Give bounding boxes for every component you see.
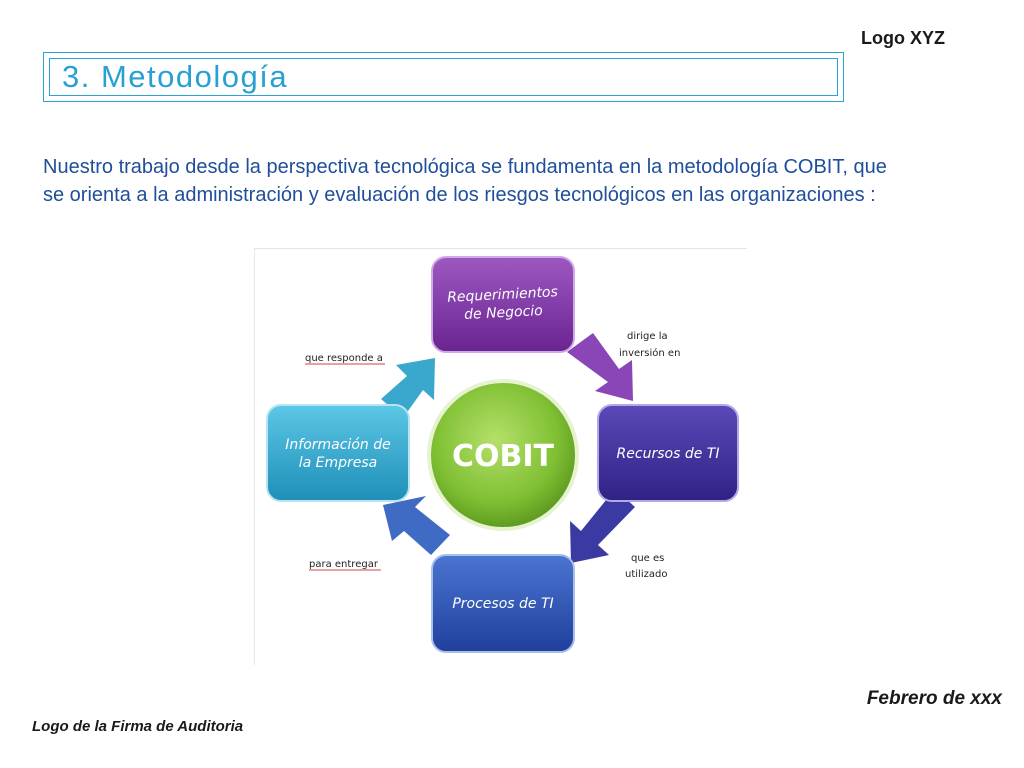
firm-logo: Logo de la Firma de Auditoria xyxy=(32,718,244,735)
node-left-line1: Información de xyxy=(285,437,391,453)
node-left-line2: la Empresa xyxy=(298,455,378,471)
intro-paragraph: Nuestro trabajo desde la perspectiva tecnológica se fundamenta en la metodología COBIT, que se orienta a la administración y evaluación de los riesgos tecnológicos en las organizaciones : xyxy=(43,156,887,206)
node-top-line1: Requerimientos xyxy=(446,284,559,306)
logo-xyz: Logo XYZ xyxy=(861,28,945,48)
edge-label-para-entregar: para entregar xyxy=(309,559,378,570)
edge-label-que-responde: que responde a xyxy=(305,353,383,364)
edge-label-dirige-line1: dirige la xyxy=(627,331,668,342)
edge-label-utilizado-line1: que es xyxy=(631,553,665,564)
cobit-center-label: COBIT xyxy=(451,439,555,474)
footer-date: Febrero de xxx xyxy=(866,688,1002,709)
node-right-line1: Recursos de TI xyxy=(616,446,720,462)
page-title: 3. Metodología xyxy=(62,59,289,94)
node-bottom-line1: Procesos de TI xyxy=(452,596,554,612)
edge-label-utilizado-line2: utilizado xyxy=(625,569,668,580)
node-informacion-empresa xyxy=(267,405,409,501)
cobit-diagram xyxy=(254,248,747,665)
cobit-diagram-svg xyxy=(255,249,747,665)
node-top-line2: de Negocio xyxy=(463,302,544,324)
edge-label-dirige-line2: inversión en xyxy=(619,348,681,359)
arrow-top-to-right xyxy=(567,333,633,401)
arrow-bottom-to-left xyxy=(383,496,450,555)
